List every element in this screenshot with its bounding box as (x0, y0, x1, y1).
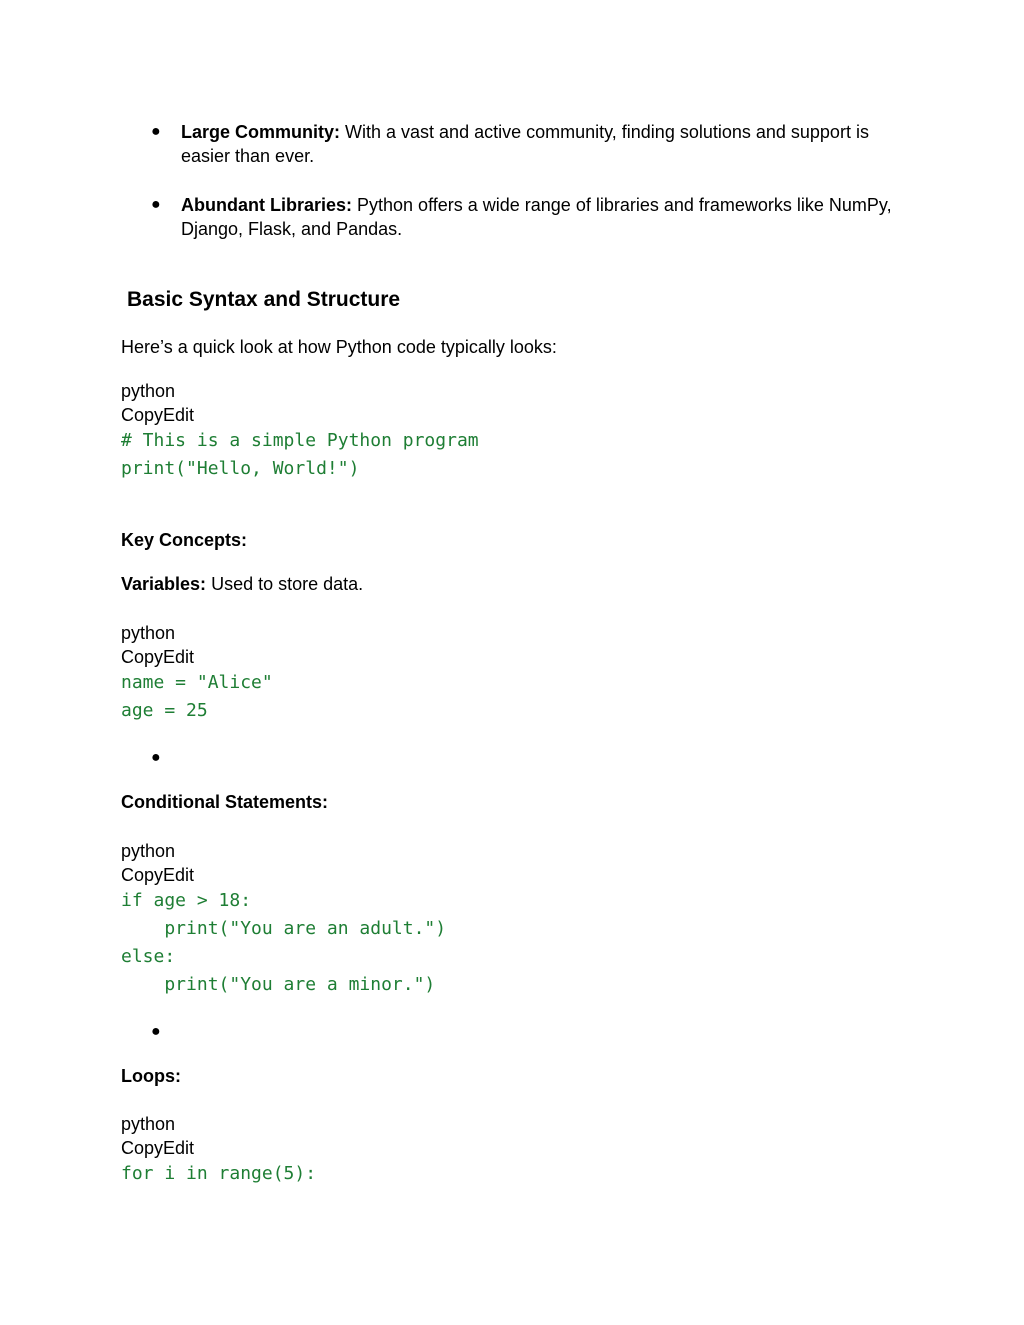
variables-paragraph (121, 572, 363, 596)
bullet-marker: ● (151, 123, 161, 140)
code-line: for i in range(5): (121, 1163, 317, 1184)
section-intro: Here’s a quick look at how Python code typically looks: (121, 337, 557, 357)
bullet-term: Large Community: (181, 122, 341, 142)
section-heading: Basic Syntax and Structure (127, 288, 401, 311)
copy-edit-label[interactable]: CopyEdit (121, 1138, 195, 1158)
code-line: if age > 18: (121, 890, 252, 911)
code-line: age = 25 (121, 700, 208, 721)
copy-edit-label[interactable]: CopyEdit (121, 647, 195, 667)
key-concepts-title: Key Concepts: (121, 530, 248, 550)
code-line: print("You are a minor.") (121, 974, 436, 995)
code-line: # This is a simple Python program (121, 430, 479, 451)
code-line: print("You are an adult.") (121, 918, 447, 939)
variables-term: Variables: (121, 574, 207, 594)
bullet-abundant-libraries (181, 193, 901, 241)
code-line: print("Hello, World!") (121, 458, 360, 479)
code-line: else: (121, 946, 176, 967)
code-language-label: python (121, 1114, 176, 1134)
code-line: name = "Alice" (121, 672, 273, 693)
bullet-marker: ● (151, 749, 161, 766)
loops-title: Loops: (121, 1066, 181, 1086)
code-language-label: python (121, 841, 176, 861)
bullet-marker: ● (151, 196, 161, 213)
bullet-text: Python offers a wide range of libraries and frameworks like NumPy, Django, Flask, and Pandas. (181, 195, 892, 239)
copy-edit-label[interactable]: CopyEdit (121, 865, 195, 885)
bullet-term: Abundant Libraries: (181, 195, 353, 215)
variables-text: Used to store data. (206, 574, 364, 594)
copy-edit-label[interactable]: CopyEdit (121, 405, 195, 425)
code-language-label: python (121, 623, 176, 643)
code-language-label: python (121, 381, 176, 401)
bullet-marker: ● (151, 1023, 161, 1040)
conditional-statements-title: Conditional Statements: (121, 792, 329, 812)
bullet-text: With a vast and active community, finding solutions and support is easier than ever. (181, 122, 869, 166)
bullet-large-community (181, 120, 901, 168)
